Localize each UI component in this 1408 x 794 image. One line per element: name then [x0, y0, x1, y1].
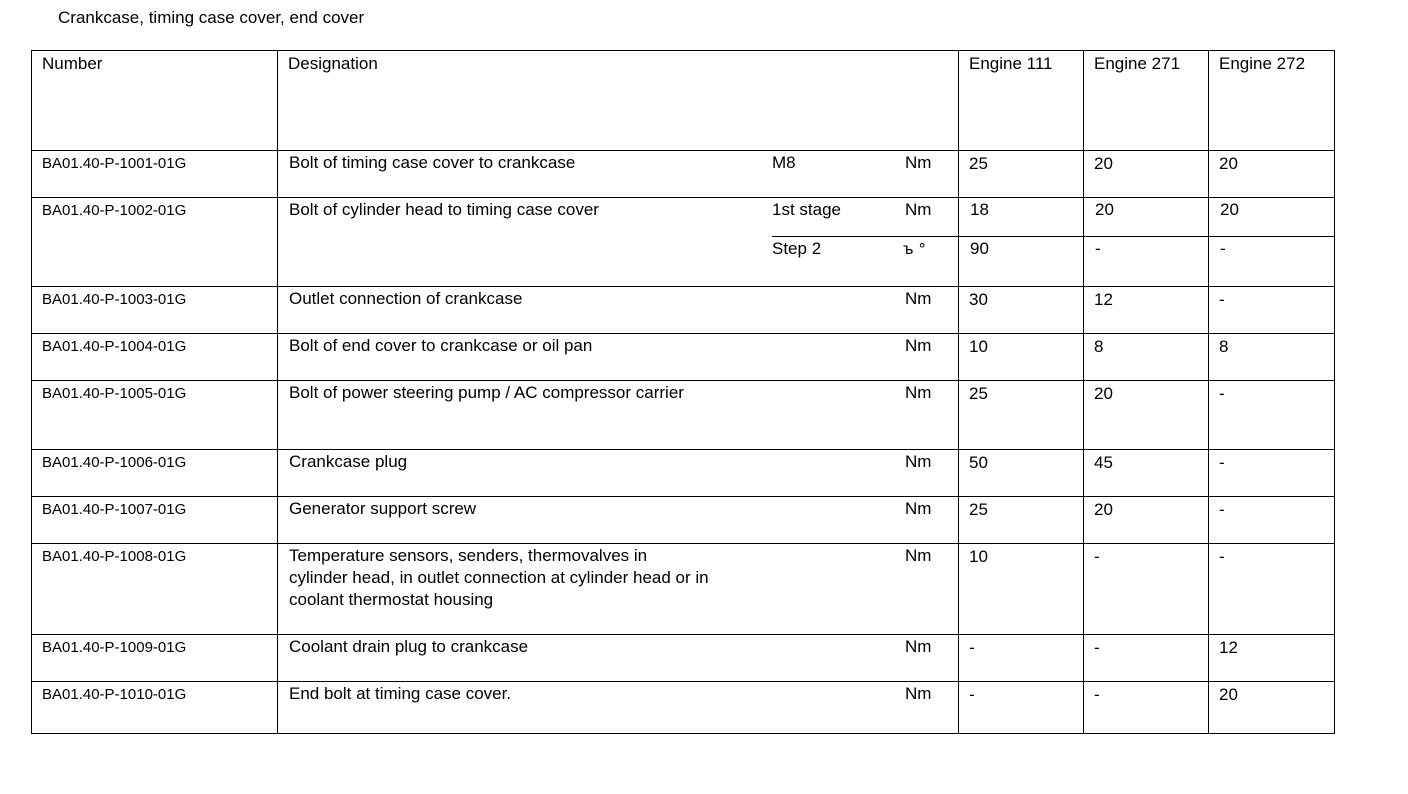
table-row — [32, 635, 1335, 682]
unit-text: Nm — [905, 499, 932, 518]
value-step-2: - — [1220, 239, 1226, 258]
row-number: BA01.40-P-1006-01G — [32, 450, 278, 497]
unit-text: Nm — [905, 637, 932, 656]
value-engine-272: - — [1209, 450, 1335, 497]
designation-text: Coolant drain plug to crankcase — [289, 637, 529, 656]
row-number: BA01.40-P-1009-01G — [32, 635, 278, 682]
sub-row-divider — [772, 236, 958, 237]
value-engine-271: 45 — [1084, 450, 1209, 497]
value-engine-271: 20 — [1084, 381, 1209, 450]
value-engine-272: 12 — [1209, 635, 1335, 682]
row-designation — [278, 334, 959, 381]
value-engine-111: 25 — [959, 151, 1084, 198]
row-designation — [278, 450, 959, 497]
row-designation — [278, 198, 959, 287]
value-step-2: 90 — [970, 239, 989, 258]
designation-text: Temperature sensors, senders, thermovalves in cylinder head, in outlet connection at cylinder head or in coolant thermostat housing — [289, 546, 709, 609]
row-number: BA01.40-P-1003-01G — [32, 287, 278, 334]
unit-text: Nm — [905, 546, 932, 565]
designation-text: Bolt of end cover to crankcase or oil pan — [289, 336, 593, 355]
column-header-designation: Designation — [278, 51, 959, 151]
value-engine-111: 10 — [959, 334, 1084, 381]
table-row — [32, 198, 1335, 287]
table-row — [32, 682, 1335, 734]
unit-text: Nm — [905, 200, 932, 219]
row-designation — [278, 287, 959, 334]
value-stage-1: 20 — [1095, 200, 1114, 219]
sub-row-divider — [1084, 236, 1208, 237]
table-header-row — [32, 51, 1335, 151]
value-engine-272: - — [1209, 381, 1335, 450]
condition-text-step-2: Step 2 — [772, 239, 822, 258]
row-number: BA01.40-P-1004-01G — [32, 334, 278, 381]
designation-text: Crankcase plug — [289, 452, 408, 471]
torque-spec-table — [31, 50, 1335, 734]
value-engine-272: 8 — [1209, 334, 1335, 381]
column-header-engine-272: Engine 272 — [1209, 51, 1335, 151]
table-row — [32, 287, 1335, 334]
designation-text: Generator support screw — [289, 499, 477, 518]
value-engine-271 — [1084, 198, 1209, 287]
row-number: BA01.40-P-1008-01G — [32, 544, 278, 635]
value-engine-271: 20 — [1084, 151, 1209, 198]
row-number: BA01.40-P-1005-01G — [32, 381, 278, 450]
unit-text: Nm — [905, 289, 932, 308]
value-engine-111: - — [959, 635, 1084, 682]
row-designation — [278, 544, 959, 635]
condition-text: 1st stage — [772, 200, 841, 219]
value-engine-111: 25 — [959, 381, 1084, 450]
value-engine-272: 20 — [1209, 682, 1335, 734]
value-engine-271: 20 — [1084, 497, 1209, 544]
value-engine-271: 8 — [1084, 334, 1209, 381]
value-stage-1: 18 — [970, 200, 989, 219]
row-designation — [278, 682, 959, 734]
unit-text: Nm — [905, 684, 932, 703]
value-engine-111: 10 — [959, 544, 1084, 635]
unit-text: Nm — [905, 153, 932, 172]
value-step-2: - — [1095, 239, 1101, 258]
row-designation — [278, 635, 959, 682]
row-number: BA01.40-P-1002-01G — [32, 198, 278, 287]
value-engine-271: - — [1084, 635, 1209, 682]
condition-text: M8 — [772, 153, 796, 172]
value-engine-272: 20 — [1209, 151, 1335, 198]
designation-text: End bolt at timing case cover. — [289, 684, 512, 703]
column-header-engine-271: Engine 271 — [1084, 51, 1209, 151]
value-engine-272: - — [1209, 544, 1335, 635]
value-engine-271: - — [1084, 544, 1209, 635]
unit-text: Nm — [905, 452, 932, 471]
unit-text: Nm — [905, 383, 932, 402]
row-number: BA01.40-P-1010-01G — [32, 682, 278, 734]
value-engine-111: 50 — [959, 450, 1084, 497]
value-engine-272 — [1209, 198, 1335, 287]
value-stage-1: 20 — [1220, 200, 1239, 219]
value-engine-111: - — [959, 682, 1084, 734]
value-engine-271: 12 — [1084, 287, 1209, 334]
table-row — [32, 544, 1335, 635]
value-engine-271: - — [1084, 682, 1209, 734]
designation-text: Outlet connection of crankcase — [289, 289, 523, 308]
designation-text: Bolt of power steering pump / AC compressor carrier — [289, 383, 684, 402]
value-engine-111: 30 — [959, 287, 1084, 334]
designation-text: Bolt of cylinder head to timing case cover — [289, 200, 599, 219]
row-number: BA01.40-P-1007-01G — [32, 497, 278, 544]
value-engine-111: 25 — [959, 497, 1084, 544]
table-row — [32, 151, 1335, 198]
sub-row-divider — [1209, 236, 1334, 237]
row-designation — [278, 497, 959, 544]
document-title: Crankcase, timing case cover, end cover — [58, 8, 365, 27]
sub-row-divider — [959, 236, 1083, 237]
value-engine-111 — [959, 198, 1084, 287]
value-engine-272: - — [1209, 497, 1335, 544]
angle-unit-text: ъ ° — [903, 240, 926, 258]
table-row — [32, 381, 1335, 450]
designation-text: Bolt of timing case cover to crankcase — [289, 153, 576, 172]
row-designation — [278, 381, 959, 450]
row-number: BA01.40-P-1001-01G — [32, 151, 278, 198]
column-header-engine-111: Engine 111 — [959, 51, 1084, 151]
table-row — [32, 450, 1335, 497]
row-designation — [278, 151, 959, 198]
value-engine-272: - — [1209, 287, 1335, 334]
table-row — [32, 497, 1335, 544]
unit-text: Nm — [905, 336, 932, 355]
column-header-number: Number — [32, 51, 278, 151]
table-row — [32, 334, 1335, 381]
